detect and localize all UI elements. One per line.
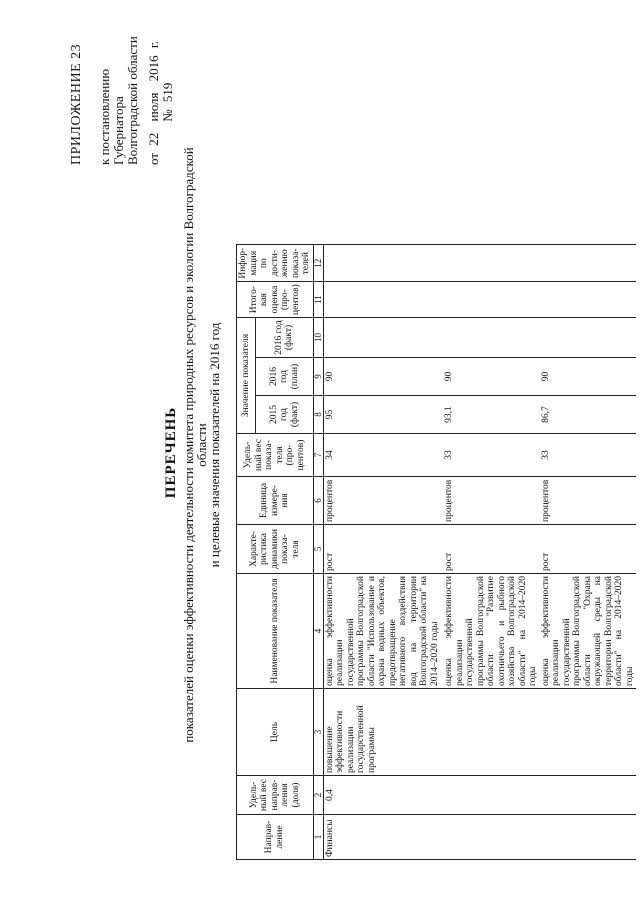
fact-2015-cell: 86,7 — [540, 396, 637, 434]
header-unit: Единица измере-ния — [237, 477, 314, 525]
weight-cell: 0,4 — [323, 776, 636, 815]
indicator-name-cell: оценка эффективности реализации государственной программы Волгоградской области "Развитие охотничьего и рыбного хозяйства Волгоградской области" на 2014–2020 годы — [443, 574, 540, 689]
plan-2016-cell: 90 — [540, 358, 637, 396]
info-cell — [323, 245, 443, 282]
header-value-group: Значение показателя — [237, 318, 256, 434]
dynamics-cell: рост — [323, 525, 443, 574]
total-score-cell — [540, 282, 637, 318]
col-number: 4 — [313, 574, 323, 689]
direction-cell: Финансы — [323, 815, 636, 860]
header-2016-plan: 2016 год (план) — [256, 358, 313, 396]
total-score-cell — [443, 282, 540, 318]
fact-2016-cell — [323, 318, 443, 358]
col-number: 5 — [313, 525, 323, 574]
subtitle-line-2: и целевые значения показателей на 2016 год — [207, 322, 222, 568]
header-direction: Направ-ление — [237, 815, 314, 860]
dynamics-cell: рост — [443, 525, 540, 574]
total-score-cell — [323, 282, 443, 318]
indicators-table — [236, 244, 636, 860]
col-number: 12 — [313, 245, 323, 282]
info-cell — [540, 245, 637, 282]
col-number: 10 — [313, 318, 323, 358]
header-total-score: Итого-вая оценка (про-центов) — [237, 282, 314, 318]
indicator-name-cell: оценка эффективности реализации государственной программы Волгоградской области "Охрана окружающей среды на территории Волгоградской области" на 2014–2020 годы — [540, 574, 637, 689]
header-indicator-name: Наименование показателя — [237, 574, 314, 689]
header-goal: Цель — [237, 689, 314, 776]
indicator-weight-cell: 34 — [323, 434, 443, 477]
subtitle-line-1: показателей оценки эффективности деятельности комитета природных ресурсов и экологии Волгоградской области — [181, 147, 209, 743]
document-title: ПЕРЕЧЕНЬ — [163, 406, 179, 499]
header-2015-fact: 2015 год (факт) — [256, 396, 313, 434]
goal-cell: повышение эффективности реализации государственной программы — [323, 689, 636, 776]
unit-cell: процентов — [323, 477, 443, 525]
indicator-name-cell: оценка эффективности реализации государственной программы Волгоградской области "Использование и охрана водных объектов, предотвращение негативного воздействия вод на территории Волгоградской области" на 2014–2020 годы — [323, 574, 443, 689]
plan-2016-cell: 90 — [323, 358, 443, 396]
date-year: 2016 — [146, 55, 161, 82]
info-cell — [443, 245, 540, 282]
header-info: Инфор-мация по дости-жению показа-телей — [237, 245, 314, 282]
indicator-weight-cell: 33 — [443, 434, 540, 477]
column-numbers-row — [313, 245, 323, 860]
col-number: 7 — [313, 434, 323, 477]
date-day: 22 — [146, 132, 161, 146]
header-indicator-weight: Удель-ный вес показа-теля (про-центов) — [237, 434, 314, 477]
number-value: 519 — [160, 82, 175, 103]
header-dynamics: Характе-ристика динамики показа-теля — [237, 525, 314, 574]
fact-2016-cell — [540, 318, 637, 358]
number-label: № — [160, 109, 175, 122]
header-2016-fact: 2016 год (факт) — [256, 318, 313, 358]
dynamics-cell: рост — [540, 525, 637, 574]
appendix-title: ПРИЛОЖЕНИЕ 23 — [69, 43, 84, 165]
date-suffix: г. — [146, 41, 161, 49]
col-number: 8 — [313, 396, 323, 434]
table-row — [323, 245, 443, 860]
date-prefix: от — [146, 152, 161, 165]
decree-line-1: к постановлению — [97, 68, 112, 165]
fact-2016-cell — [443, 318, 540, 358]
document-subtitle — [182, 125, 221, 765]
col-number: 11 — [313, 282, 323, 318]
col-number: 2 — [313, 776, 323, 815]
plan-2016-cell: 90 — [443, 358, 540, 396]
header-weight: Удель-ный вес направ-ления (доля) — [237, 776, 314, 815]
decree-reference — [98, 36, 140, 165]
fact-2015-cell: 95 — [323, 396, 443, 434]
date-month: июля — [146, 92, 161, 122]
col-number: 3 — [313, 689, 323, 776]
unit-cell: процентов — [443, 477, 540, 525]
decree-line-2: Губернатора — [111, 96, 126, 165]
fact-2015-cell: 93,1 — [443, 396, 540, 434]
col-number: 9 — [313, 358, 323, 396]
indicator-weight-cell: 33 — [540, 434, 637, 477]
col-number: 6 — [313, 477, 323, 525]
decree-line-3: Волгоградской области — [125, 36, 140, 165]
unit-cell: процентов — [540, 477, 637, 525]
col-number: 1 — [313, 815, 323, 860]
